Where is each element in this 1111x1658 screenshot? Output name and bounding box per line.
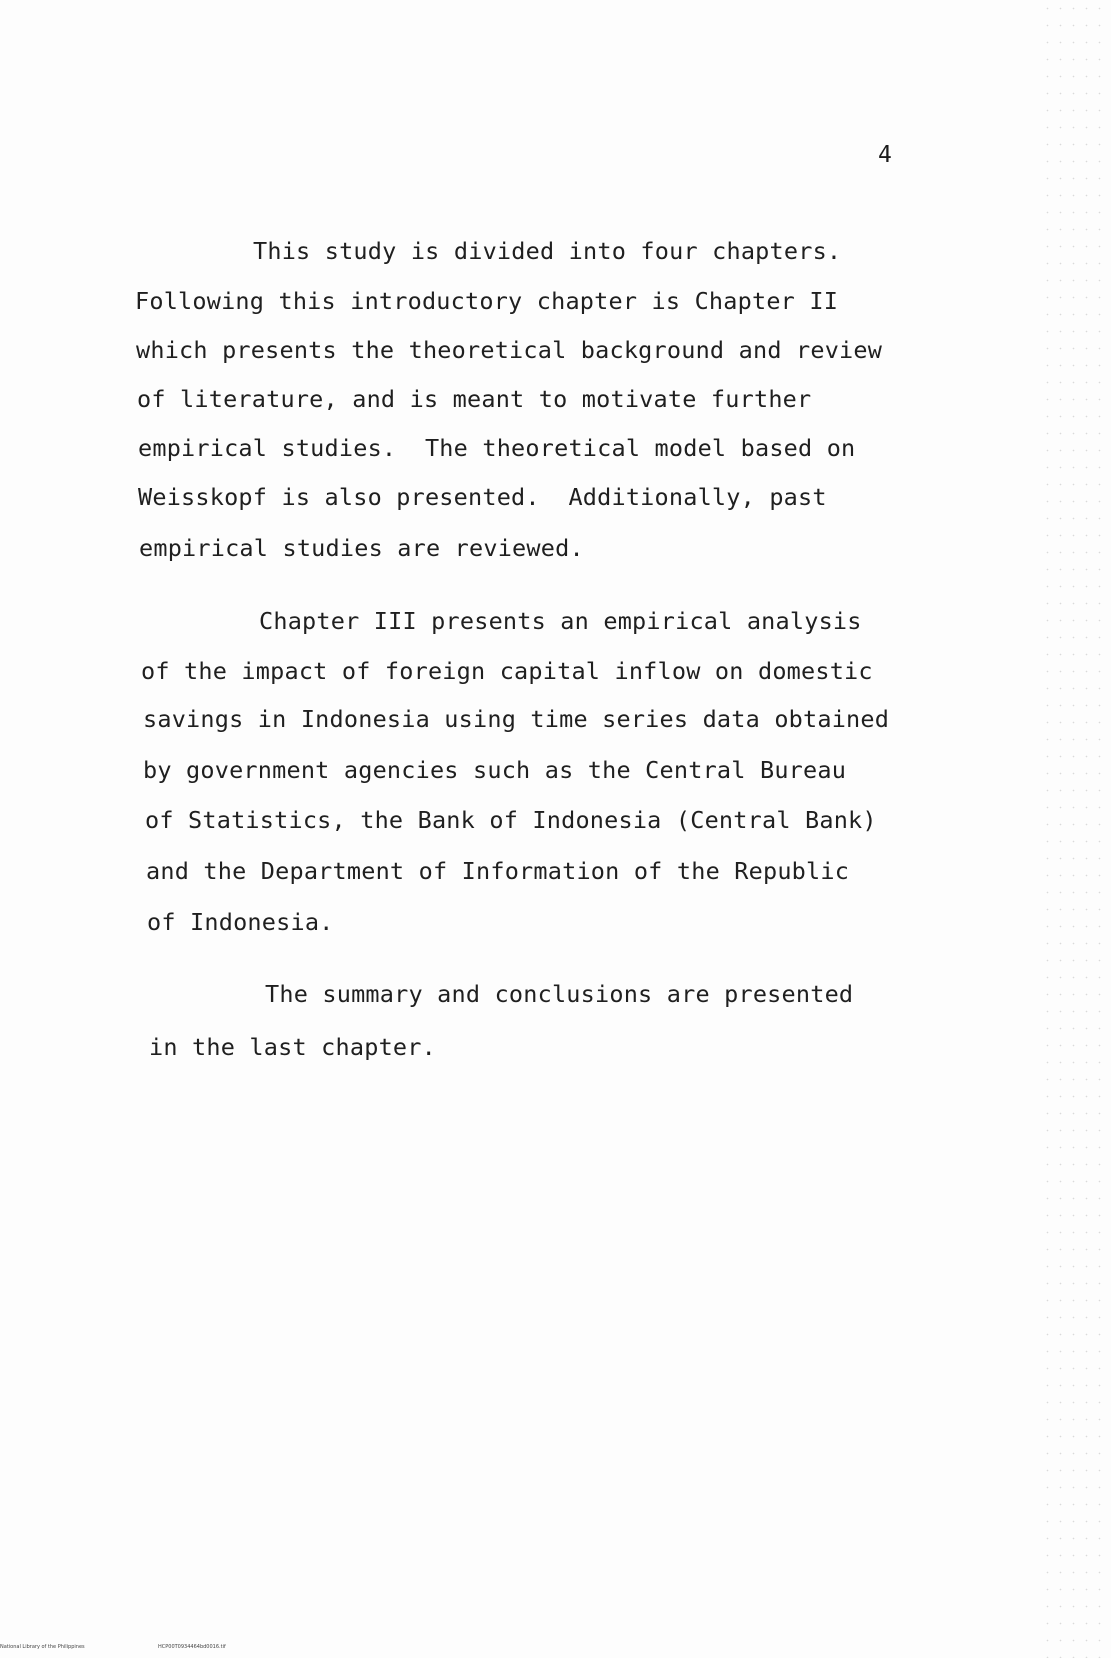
paragraph-1-line-7: empirical studies are reviewed. — [139, 534, 584, 562]
paragraph-2-line-7: of Indonesia. — [147, 908, 334, 936]
paragraph-3-line-1: The summary and conclusions are presented — [265, 980, 854, 1008]
paragraph-1-line-3: which presents the theoretical background and review — [136, 336, 883, 364]
paragraph-1-line-4: of literature, and is meant to motivate further — [137, 385, 812, 413]
scan-noise — [1041, 0, 1111, 1658]
paragraph-1-line-6: Weisskopf is also presented. Additionally, past — [138, 483, 827, 511]
paragraph-2-line-3: savings in Indonesia using time series data obtained — [143, 705, 890, 733]
paragraph-2-line-6: and the Department of Information of the Republic — [146, 857, 850, 885]
page-number: 4 — [878, 142, 892, 168]
paragraph-1-line-1: This study is divided into four chapters. — [253, 237, 842, 265]
paragraph-1-line-5: empirical studies. The theoretical model based on — [138, 434, 856, 462]
paragraph-1-line-2: Following this introductory chapter is Chapter II — [135, 287, 839, 315]
library-credit: National Library of the Philippines — [0, 1644, 85, 1650]
paragraph-2-line-2: of the impact of foreign capital inflow on domestic — [141, 657, 873, 685]
paragraph-2-line-4: by government agencies such as the Central Bureau — [143, 756, 847, 784]
paragraph-3-line-2: in the last chapter. — [149, 1033, 436, 1061]
paragraph-2-line-1: Chapter III presents an empirical analysis — [259, 607, 862, 635]
scan-file-code: HCP00T0934464bd0016.tif — [158, 1644, 226, 1650]
paragraph-2-line-5: of Statistics, the Bank of Indonesia (Central Bank) — [145, 806, 877, 834]
